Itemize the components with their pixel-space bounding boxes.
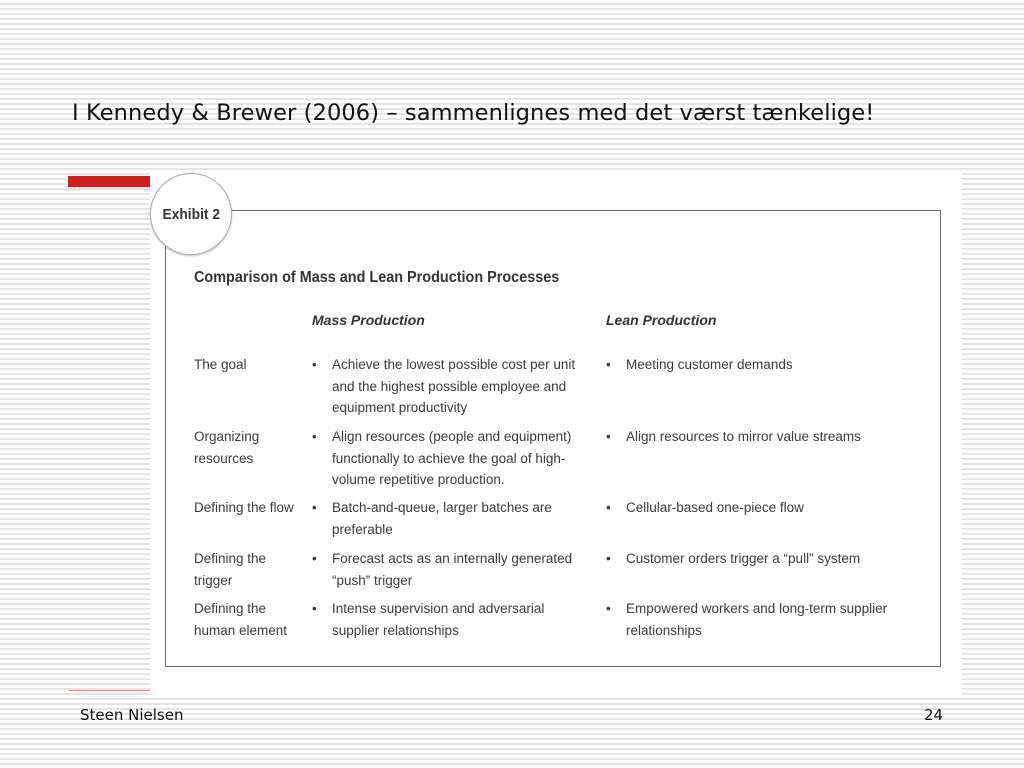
mass-cell bbox=[312, 354, 592, 419]
lean-text: Meeting customer demands bbox=[626, 357, 793, 372]
bullet-icon: • bbox=[312, 429, 317, 444]
row-label: Defining the trigger bbox=[194, 551, 267, 588]
exhibit-label: Exhibit 2 bbox=[162, 205, 220, 223]
bullet-icon: • bbox=[606, 551, 611, 566]
bullet-icon: • bbox=[606, 429, 611, 444]
lean-text: Empowered workers and long-term supplier relationships bbox=[626, 601, 888, 638]
exhibit-title: Comparison of Mass and Lean Production Processes bbox=[194, 269, 560, 286]
accent-bar bbox=[68, 176, 152, 187]
slide-title: I Kennedy & Brewer (2006) – sammenlignes med det værst tænkelige! bbox=[72, 100, 875, 126]
mass-text: Align resources (people and equipment) functionally to achieve the goal of high-volume repetitive production. bbox=[332, 429, 572, 487]
bullet-icon: • bbox=[312, 500, 317, 515]
mass-cell bbox=[312, 548, 592, 591]
footer-author: Steen Nielsen bbox=[80, 706, 184, 724]
row-label: The goal bbox=[194, 357, 247, 372]
column-header-lean: Lean Production bbox=[606, 312, 717, 328]
bullet-icon: • bbox=[606, 357, 611, 372]
lean-cell bbox=[606, 598, 926, 641]
mass-text: Batch-and-queue, larger batches are preferable bbox=[332, 500, 552, 537]
mass-text: Achieve the lowest possible cost per unit and the highest possible employee and equipment productivity bbox=[332, 357, 576, 415]
row-label: Defining the flow bbox=[194, 500, 294, 515]
lean-text: Customer orders trigger a “pull” system bbox=[626, 551, 861, 566]
page-number: 24 bbox=[924, 706, 944, 724]
mass-cell bbox=[312, 598, 592, 641]
lean-text: Cellular-based one-piece flow bbox=[626, 500, 804, 515]
bullet-icon: • bbox=[606, 500, 611, 515]
lean-cell bbox=[606, 548, 926, 570]
row-label: Organizing resources bbox=[194, 429, 260, 466]
lean-text: Align resources to mirror value streams bbox=[626, 429, 861, 444]
mass-text: Forecast acts as an internally generated “push” trigger bbox=[332, 551, 573, 588]
mass-text: Intense supervision and adversarial supplier relationships bbox=[332, 601, 545, 638]
exhibit-panel bbox=[150, 173, 962, 697]
bullet-icon: • bbox=[606, 601, 611, 616]
bullet-icon: • bbox=[312, 551, 317, 566]
bullet-icon: • bbox=[312, 601, 317, 616]
row-label: Defining the human element bbox=[194, 601, 288, 638]
accent-line bbox=[68, 690, 152, 691]
lean-cell bbox=[606, 497, 926, 519]
mass-cell bbox=[312, 426, 592, 491]
exhibit-badge bbox=[150, 173, 232, 255]
lean-cell bbox=[606, 354, 926, 376]
bullet-icon: • bbox=[312, 357, 317, 372]
lean-cell bbox=[606, 426, 926, 448]
mass-cell bbox=[312, 497, 592, 540]
column-header-mass: Mass Production bbox=[312, 312, 425, 328]
